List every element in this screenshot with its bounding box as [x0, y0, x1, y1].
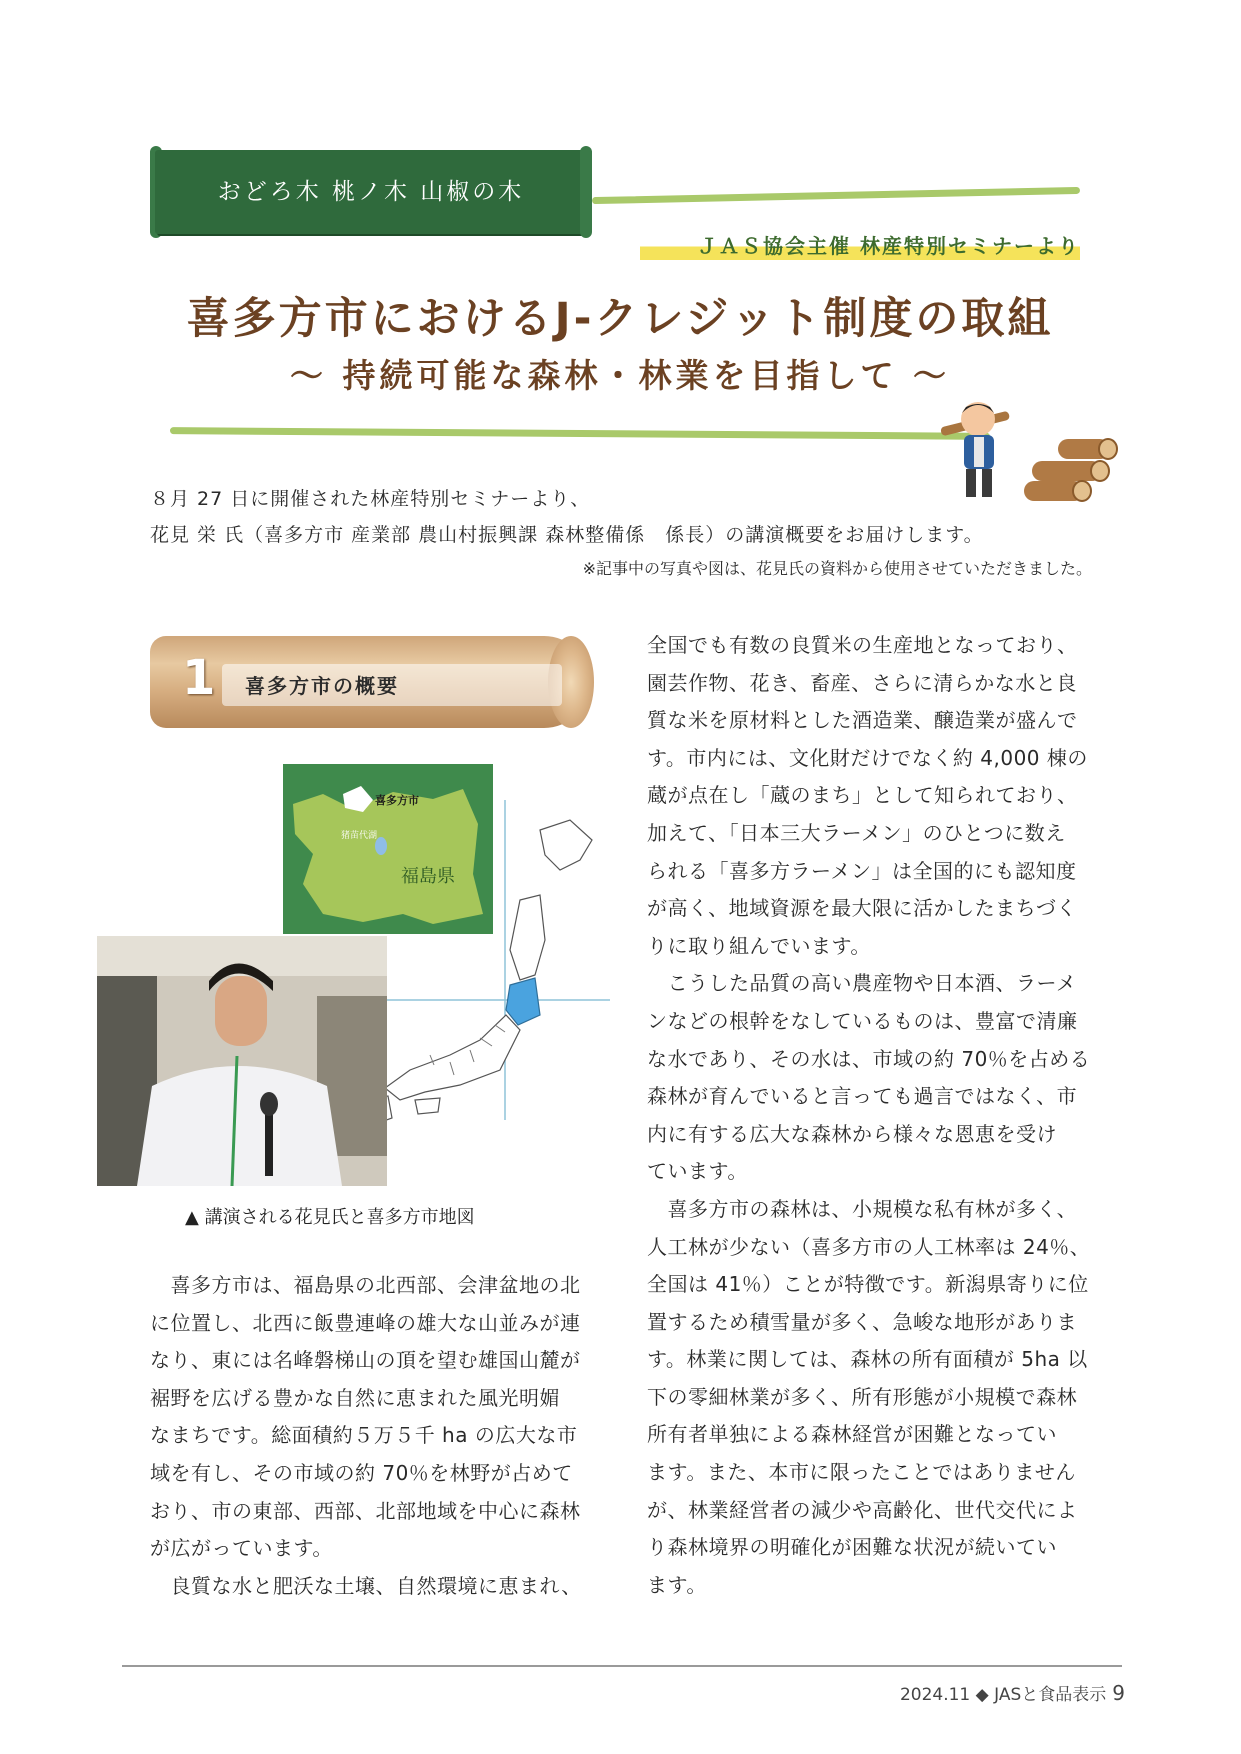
body-line: りに取り組んでいます。	[647, 933, 871, 958]
body-line: なり、東には名峰磐梯山の頂を望む雄国山麓が	[150, 1348, 581, 1373]
lumberjack-illustration	[940, 395, 1120, 505]
body-line: 内に有する広大な森林から様々な恩恵を受け	[647, 1121, 1057, 1146]
body-line: おり、市の東部、西部、北部地域を中心に森林	[150, 1498, 581, 1523]
body-line: 森林が育んでいると言っても過言ではなく、市	[647, 1084, 1078, 1109]
body-line: が広がっています。	[150, 1536, 333, 1561]
footer-rule	[122, 1665, 1122, 1667]
article-title: 喜多方市におけるJ-クレジット制度の取組	[186, 294, 1054, 344]
body-line: 全国でも有数の良質米の生産地となっており、	[647, 633, 1078, 657]
body-column-right	[647, 627, 1102, 1604]
body-line: 加えて、「日本三大ラーメン」のひとつに数え	[647, 820, 1066, 845]
image-credit-note: ※記事中の写真や図は、花見氏の資料から使用させていただきました。	[582, 559, 1092, 578]
body-line: に位置し、北西に飯豊連峰の雄大な山並みが連	[150, 1310, 581, 1335]
body-line: す。林業に関しては、森林の所有面積が 5ha 以	[647, 1347, 1088, 1372]
body-line: 下の零細林業が多く、所有形態が小規模で森林	[647, 1384, 1078, 1409]
body-line: が、林業経営者の減少や高齢化、世代交代によ	[647, 1497, 1078, 1522]
body-line: す。市内には、文化財だけでなく約 4,000 棟の	[647, 745, 1088, 770]
series-label: ＪＡＳ協会主催 林産特別セミナーより	[640, 230, 1080, 260]
fukushima-map	[283, 764, 493, 934]
body-line: ます。	[647, 1572, 707, 1597]
body-line: 良質な水と肥沃な土壌、自然環境に恵まれ、	[150, 1573, 582, 1598]
decorative-vine-bottom	[170, 427, 990, 440]
figure-caption: ▲ 講演される花見氏と喜多方市地図	[185, 1207, 475, 1228]
body-line: り森林境界の明確化が困難な状況が続いてい	[647, 1535, 1057, 1560]
body-line: 人工林が少ない（喜多方市の人工林率は 24％、	[647, 1234, 1091, 1259]
body-line: られる「喜多方ラーメン」は全国的にも認知度	[647, 858, 1077, 883]
body-column-left	[150, 1267, 605, 1605]
body-line: 喜多方市は、福島県の北西部、会津盆地の北	[150, 1273, 581, 1297]
footer-issue: 2024.11 ◆ JASと食品表示	[899, 1685, 1107, 1705]
article-subtitle: 〜 持続可能な森林・林業を目指して 〜	[290, 356, 950, 395]
body-line: な水であり、その水は、市域の約 70％を占める	[647, 1046, 1091, 1071]
body-line: 域を有し、その市域の約 70％を林野が占めて	[150, 1460, 573, 1485]
body-line: 喜多方市の森林は、小規模な私有林が多く、	[647, 1196, 1078, 1221]
intro-line-2: 花見 栄 氏（喜多方市 産業部 農山村振興課 森林整備係 係長）の講演概要をお届けします。	[150, 524, 984, 546]
map-label-fukushima: 福島県	[401, 866, 455, 887]
body-line: ンなどの根幹をなしているものは、豊富で清廉	[647, 1008, 1078, 1033]
body-line: なまちです。総面積約５万５千 ha の広大な市	[150, 1423, 578, 1448]
body-line: ます。また、本市に限ったことではありません	[647, 1460, 1076, 1485]
body-line: が高く、地域資源を最大限に活かしたまちづく	[647, 896, 1077, 921]
body-line: 質な米を原材料とした酒造業、醸造業が盛んで	[647, 708, 1078, 733]
body-line: 裾野を広げる豊かな自然に恵まれた風光明媚	[150, 1385, 560, 1410]
body-line: 全国は 41％）ことが特徴です。新潟県寄りに位	[647, 1272, 1089, 1297]
body-line: こうした品質の高い農産物や日本酒、ラーメ	[647, 971, 1077, 996]
series-banner-text: おどろ木 桃ノ木 山椒の木	[217, 179, 525, 205]
fukushima-map-inset	[283, 764, 493, 934]
section-number: 1	[182, 650, 216, 706]
speaker-photo	[97, 936, 387, 1186]
intro-line-1: ８月 27 日に開催された林産特別セミナーより、	[150, 488, 591, 510]
page-footer	[840, 1680, 1125, 1705]
section-title: 喜多方市の概要	[245, 674, 399, 698]
page-number: 9	[1112, 1681, 1125, 1705]
body-line: 蔵が点在し「蔵のまち」として知られており、	[647, 783, 1078, 808]
body-line: 園芸作物、花き、畜産、さらに清らかな水と良	[647, 670, 1077, 695]
map-label-inawashiro: 猪苗代湖	[341, 831, 378, 841]
body-line: 置するため積雪量が多く、急峻な地形がありま	[647, 1309, 1078, 1334]
map-label-kitakata: 喜多方市	[375, 794, 419, 807]
body-line: ています。	[647, 1159, 748, 1184]
body-line: 所有者単独による森林経営が困難となってい	[647, 1422, 1057, 1447]
decorative-vine-top	[592, 187, 1080, 204]
